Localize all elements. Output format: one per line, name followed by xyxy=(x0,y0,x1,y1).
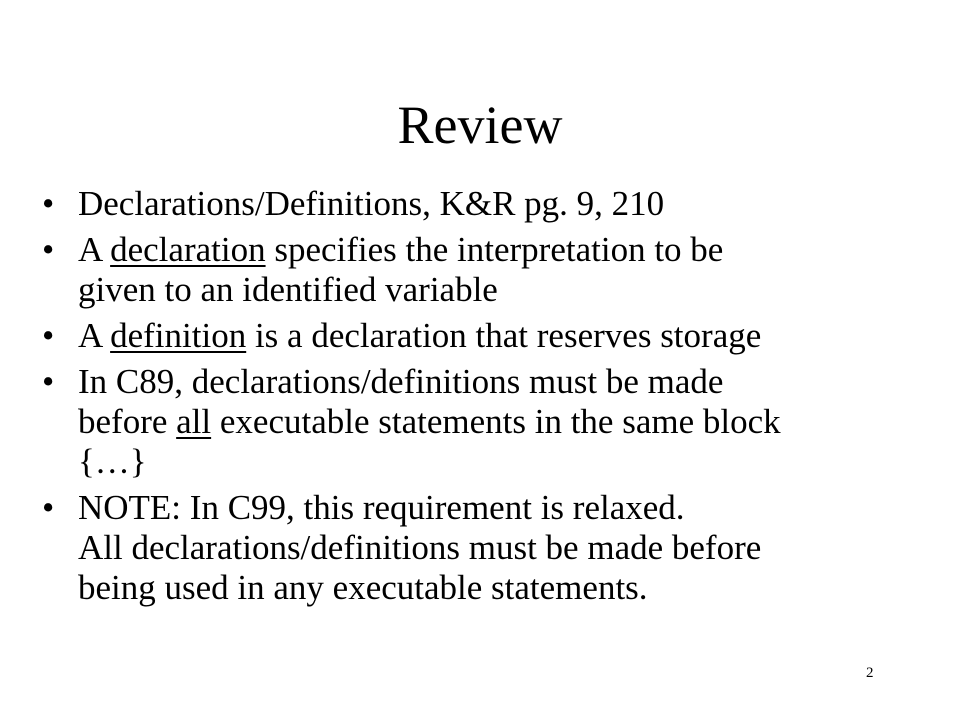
bullet-icon: • xyxy=(42,230,55,269)
bullet-text: {…} xyxy=(78,442,147,481)
bullet-text: given to an identified variable xyxy=(78,270,498,309)
bullet-text: A xyxy=(78,316,111,355)
bullet-text: A xyxy=(78,230,111,269)
bullet-text: being used in any executable statements. xyxy=(78,568,648,607)
bullet-text: executable statements in the same block xyxy=(211,402,781,441)
bullet-item-declaration xyxy=(42,230,942,310)
bullet-list xyxy=(42,184,942,614)
bullet-line xyxy=(78,316,942,356)
bullet-icon: • xyxy=(42,184,55,223)
bullet-icon: • xyxy=(42,488,55,527)
bullet-item-c89 xyxy=(42,362,942,482)
page-number: 2 xyxy=(866,665,874,681)
term-definition: definition xyxy=(110,316,247,355)
bullet-text: Declarations/Definitions, K&R pg. 9, 210 xyxy=(78,184,665,223)
term-declaration: declaration xyxy=(110,230,266,269)
bullet-icon: • xyxy=(42,362,55,401)
bullet-text: is a declaration that reserves storage xyxy=(246,316,762,355)
bullet-text: In C89, declarations/definitions must be made xyxy=(78,362,724,401)
bullet-text: All declarations/definitions must be made before xyxy=(78,528,762,567)
bullet-item-c99-note xyxy=(42,488,942,608)
bullet-text: NOTE: In C99, this requirement is relaxed. xyxy=(78,488,685,527)
bullet-item-declarations-reference xyxy=(42,184,942,224)
bullet-icon: • xyxy=(42,316,55,355)
bullet-line xyxy=(78,402,942,442)
term-all: all xyxy=(176,402,212,441)
bullet-line xyxy=(78,230,942,270)
slide-title: Review xyxy=(397,95,563,155)
bullet-text: specifies the interpretation to be xyxy=(265,230,724,269)
bullet-item-definition xyxy=(42,316,942,356)
bullet-text: before xyxy=(78,402,177,441)
